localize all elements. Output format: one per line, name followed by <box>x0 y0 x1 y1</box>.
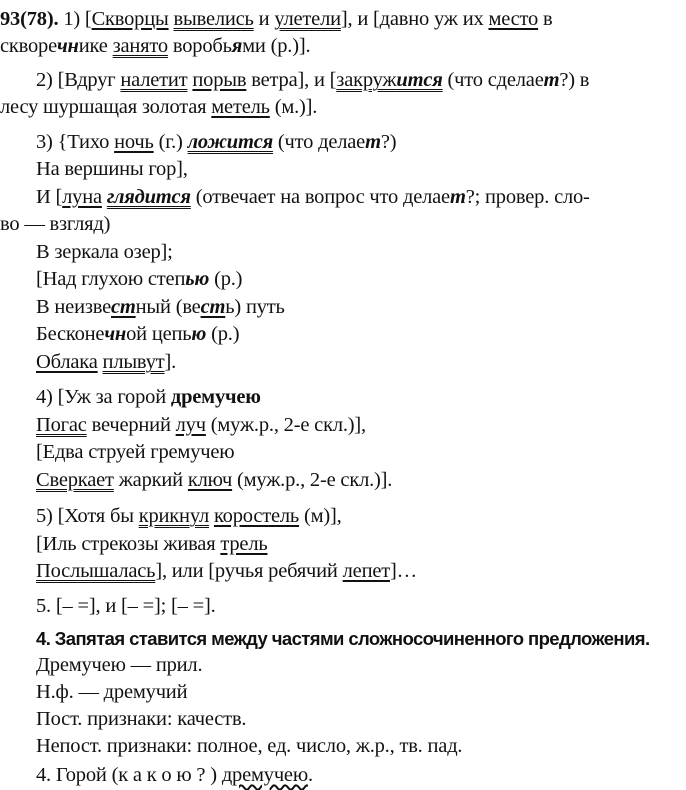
subject-underline: место <box>488 8 539 30</box>
paragraph-2-line-2: лесу шуршащая золотая метель (м.)]. <box>0 96 318 118</box>
predicate-underline: глядится <box>106 186 191 208</box>
predicate-underline: закруж <box>336 69 397 91</box>
predicate-underline: улетели <box>274 8 341 30</box>
final-line: 4. Горой (к а к о ю ? ) дремучею. <box>36 764 313 786</box>
paragraph-3-line-9: Облака плывут]. <box>36 351 177 373</box>
highlighted-word: дремучею <box>170 386 261 408</box>
word-analysis-heading: Дремучею — прил. <box>36 654 203 676</box>
paragraph-1-line-2: скворечнике занято воробьями (р.)]. <box>0 35 311 57</box>
paragraph-5-line-2: [Иль стрекозы живая трель <box>36 533 268 555</box>
highlighted-letters: чн <box>57 35 79 57</box>
nonconstant-features: Непост. признаки: полное, ед. число, ж.р., тв. пад. <box>36 735 463 757</box>
paragraph-3-line-1: 3) {Тихо ночь (г.) ложится (что делает?) <box>36 131 397 153</box>
constant-features: Пост. признаки: качеств. <box>36 708 247 730</box>
paragraph-3-line-7: В неизвестный (весть) путь <box>36 296 285 318</box>
highlighted-letters: я <box>231 35 243 57</box>
highlighted-letters: чн <box>104 323 127 345</box>
subject-underline: Облака <box>36 351 98 373</box>
paragraph-1-line-1: 93(78). 1) [Скворцы вывелись и улетели], и [давно уж их место в <box>0 8 553 30</box>
predicate-underline: плывут <box>102 351 165 373</box>
paragraph-3-line-3: И [луна глядится (отвечает на вопрос что делает?; провер. сло- <box>36 186 590 208</box>
sentence-scheme: 5. [– =], и [– =]; [– =]. <box>36 595 216 617</box>
paragraph-3-line-2: На вершины гор], <box>36 158 188 180</box>
highlighted-letters: ью <box>185 268 210 290</box>
predicate-underline: вывелись <box>173 8 254 30</box>
punctuation-rule: 4. Запятая ставится между частями сложносочиненного предложения. <box>36 628 650 649</box>
attribute-underline: дремучею <box>221 764 308 786</box>
subject-underline: метель <box>211 96 270 118</box>
subject-underline: Скворцы <box>91 8 169 30</box>
subject-underline: луч <box>175 414 206 436</box>
highlighted-letters: ст <box>111 296 136 318</box>
subject-underline: коростель <box>213 505 300 527</box>
paragraph-3-line-4: во — взгляд) <box>0 213 111 235</box>
subject-underline: луна <box>62 186 102 208</box>
highlighted-letters: т <box>365 131 381 153</box>
paragraph-4-line-3: [Едва струей гремучею <box>36 441 235 463</box>
predicate-underline: налетит <box>120 69 188 91</box>
highlighted-ending: ится <box>396 69 443 91</box>
subject-underline: трель <box>220 533 268 555</box>
paragraph-4-line-2: Погас вечерний луч (муж.р., 2-е скл.)], <box>36 414 366 436</box>
paragraph-5-line-3: Послышалась], или [ручья ребячий лепет]… <box>36 560 417 582</box>
paragraph-3-line-6: [Над глухою степью (р.) <box>36 268 243 290</box>
predicate-underline: Сверкает <box>36 469 114 491</box>
paragraph-5-line-1: 5) [Хотя бы крикнул коростель (м)], <box>36 505 342 527</box>
initial-form: Н.ф. — дремучий <box>36 681 188 703</box>
exercise-number: 93(78). <box>0 8 59 30</box>
paragraph-3-line-5: В зеркала озер]; <box>36 241 173 263</box>
predicate-underline: ложится <box>187 131 273 153</box>
highlighted-letters: ст <box>200 296 226 318</box>
predicate-underline: занято <box>112 35 168 57</box>
highlighted-letters: т <box>449 186 466 208</box>
subject-underline: ключ <box>187 469 233 491</box>
predicate-underline: Послышалась <box>36 560 156 582</box>
paragraph-4-line-1: 4) [Уж за горой дремучею <box>36 386 261 408</box>
highlighted-letters: ю <box>191 323 207 345</box>
paragraph-4-line-4: Сверкает жаркий ключ (муж.р., 2-е скл.)]. <box>36 469 393 491</box>
predicate-underline: крикнул <box>138 505 209 527</box>
paragraph-2-line-1: 2) [Вдруг налетит порыв ветра], и [закружится (что сделает?) в <box>36 69 590 91</box>
subject-underline: лепет <box>342 560 390 582</box>
highlighted-letters: т <box>543 69 560 91</box>
predicate-underline: Погас <box>36 414 87 436</box>
subject-underline: порыв <box>192 69 247 91</box>
paragraph-3-line-8: Бесконечной цепью (р.) <box>36 323 240 345</box>
subject-underline: ночь <box>114 131 154 153</box>
